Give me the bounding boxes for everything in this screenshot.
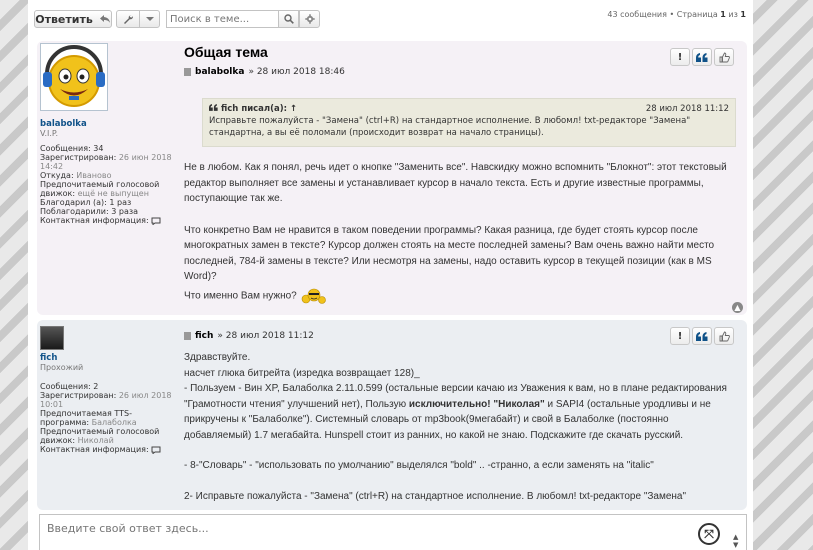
pagination-sep: из <box>728 10 738 19</box>
quote-author[interactable]: fich писал(а): ↑ <box>220 104 298 114</box>
profile-value[interactable]: 3 раза <box>111 207 139 216</box>
thumbs-up-icon <box>719 52 730 63</box>
reply-button-label: Ответить <box>35 12 93 26</box>
quote-icon <box>696 332 708 341</box>
gear-icon <box>305 14 315 24</box>
profile-fields <box>40 144 175 225</box>
quote-author-wrap <box>209 103 297 115</box>
like-button[interactable] <box>714 48 734 66</box>
report-button[interactable] <box>670 48 690 66</box>
back-to-top-icon[interactable]: ▲ <box>732 302 743 313</box>
report-button[interactable] <box>670 327 690 345</box>
username[interactable]: fich <box>40 353 58 363</box>
profile-value[interactable]: 34 <box>93 144 104 153</box>
user-rank: V.I.P. <box>40 129 59 138</box>
post-line: - 8-"Словарь" - "использовать по умолчанию" выделялся "bold" .. -странно, а если заменять на "italic" <box>184 460 654 471</box>
thumbs-up-icon <box>719 331 730 342</box>
quote-button[interactable] <box>692 48 712 66</box>
profile-key: Предпочитаемый голосовой движок: <box>40 427 160 445</box>
profile-key: Предпочитаемая TTS-программа: <box>40 409 132 427</box>
post-icon[interactable] <box>184 68 191 76</box>
pagination-current: 1 <box>720 10 726 19</box>
profile-fields <box>40 382 175 454</box>
topic-tools-button[interactable] <box>116 10 160 28</box>
avatar-image <box>41 44 107 110</box>
like-button[interactable] <box>714 327 734 345</box>
post-paragraph: Не в любом. Как я понял, речь идет о кнопке "Заменить все". Навскидку можно вспомнить "Блокнот": этот текстовый редактор выполняет все замены и устанавливает курсор в начало текста. Есть и другие известные программы, поступающие так же. <box>184 162 727 204</box>
post-author-line <box>184 331 314 341</box>
profile-key: Сообщения: <box>40 144 91 153</box>
reply-textarea[interactable] <box>45 521 649 536</box>
post-buttons <box>670 327 734 345</box>
profile-value: 26 июл 2018 10:01 <box>40 391 172 409</box>
profile-value: Николай <box>77 436 114 445</box>
reply-arrow-icon <box>99 14 111 24</box>
username[interactable]: balabolka <box>40 119 87 129</box>
fullscreen-icon[interactable]: ⤧ <box>698 523 720 545</box>
profile-value[interactable]: 2 <box>93 382 99 391</box>
post-content <box>184 160 734 304</box>
tool-divider <box>139 11 140 27</box>
pagination-prefix: 43 сообщения • Страница <box>607 10 718 19</box>
report-icon: ! <box>677 330 683 342</box>
user-rank: Прохожий <box>40 363 84 372</box>
profile-key: Предпочитаемый голосовой движок: <box>40 180 160 198</box>
profile-key: Зарегистрирован: <box>40 391 117 400</box>
post <box>37 320 747 510</box>
wrench-icon <box>123 14 133 24</box>
profile-key: Благодарил (а): <box>40 198 107 207</box>
profile-value: Иваново <box>76 171 112 180</box>
profile-value: Балаболка <box>91 418 137 427</box>
smile-icon <box>300 288 326 304</box>
post-author[interactable]: balabolka <box>195 67 245 77</box>
avatar[interactable] <box>40 326 64 350</box>
post-author-line <box>184 67 345 77</box>
search-input[interactable] <box>166 10 278 28</box>
post-line: насчет глюка битрейта (изредка возвращает 128)_ <box>184 367 420 379</box>
profile-key: Сообщения: <box>40 382 91 391</box>
profile-key: Поблагодарили: <box>40 207 109 216</box>
profile-key: Контактная информация: <box>40 216 149 225</box>
pagination-total: 1 <box>740 10 746 19</box>
post-profile <box>40 43 175 225</box>
post-text: и SAPI4 (остальные уродливы и не прикручены к "Балаболке"). Системный словарь от mp3book(9мегабайт) и свой в Балаболке (постоянно добавляемый) 1.7 мегабайта. Hunspell стоит из ранних, но какой не знаю. Подскажите где скачать русский. <box>184 398 711 441</box>
profile-key: Зарегистрирован: <box>40 153 117 162</box>
search-button[interactable] <box>278 10 299 28</box>
profile-value: ещё не выпущен <box>77 189 149 198</box>
profile-key: Откуда: <box>40 171 74 180</box>
post-icon[interactable] <box>184 332 191 340</box>
contact-icon[interactable] <box>151 446 161 454</box>
chevron-down-icon <box>146 16 154 22</box>
post-date: » 28 июл 2018 11:12 <box>217 331 314 341</box>
avatar[interactable] <box>40 43 108 111</box>
quote-block <box>202 98 736 147</box>
report-icon: ! <box>677 51 683 63</box>
quick-reply-box <box>39 514 747 550</box>
page-container <box>28 0 753 550</box>
pagination <box>607 10 746 19</box>
contact-icon[interactable] <box>151 217 161 225</box>
profile-key: Контактная информация: <box>40 445 149 454</box>
post-author[interactable]: fich <box>195 331 214 341</box>
profile-value: 26 июн 2018 14:42 <box>40 153 172 171</box>
post-text: - Пользуем - Вин XP, Балаболка 2.11.0.599 (остальные версии качаю из Уважения к вам, но в плане редактирования "Грамотности чтения" улучшений нет), Пользую <box>184 383 727 410</box>
quote-button[interactable] <box>692 327 712 345</box>
post-content <box>184 350 732 510</box>
post-title[interactable]: Общая тема <box>184 44 268 60</box>
post-buttons <box>670 48 734 66</box>
search-icon <box>284 14 294 24</box>
post-profile <box>40 322 175 454</box>
quote-text: Исправьте пожалуйста - "Замена" (ctrl+R) на стандартное исполнение. В любомл! txt-редакторе "Замена" стандартна, а вы её поломали (происходит возврат на начало страницы). <box>209 116 691 138</box>
post-bold-text: исключительно! "Николая" <box>408 398 545 410</box>
quote-icon <box>209 104 218 111</box>
quote-icon <box>696 53 708 62</box>
post-line: 2- Исправьте пожалуйста - "Замена" (ctrl+R) на стандартное исполнение. В любомл! txt-редакторе "Замена" <box>184 490 687 502</box>
quote-date: 28 июл 2018 11:12 <box>645 104 729 114</box>
reply-button[interactable] <box>34 10 112 28</box>
post <box>37 41 747 315</box>
post-paragraph: Что именно Вам нужно? <box>184 290 297 302</box>
post-date: » 28 июл 2018 18:46 <box>248 67 345 77</box>
profile-value[interactable]: 1 раз <box>109 198 132 207</box>
post-paragraph: Что конкретно Вам не нравится в таком поведении программы? Какая разница, где будет стоять курсор после многократных замен в тексте? Курсор должен стоять на месте последней замены? Вам очень важно найти место последней, 784-й замены в тексте? Или несмотря на замены, надо оставить курсор в текущей позиции (как в MS Word)? <box>184 224 715 282</box>
post-line: Здравствуйте. <box>184 352 251 363</box>
textarea-scroll[interactable]: ▲ ▼ <box>733 533 739 549</box>
advanced-search-button[interactable] <box>299 10 320 28</box>
